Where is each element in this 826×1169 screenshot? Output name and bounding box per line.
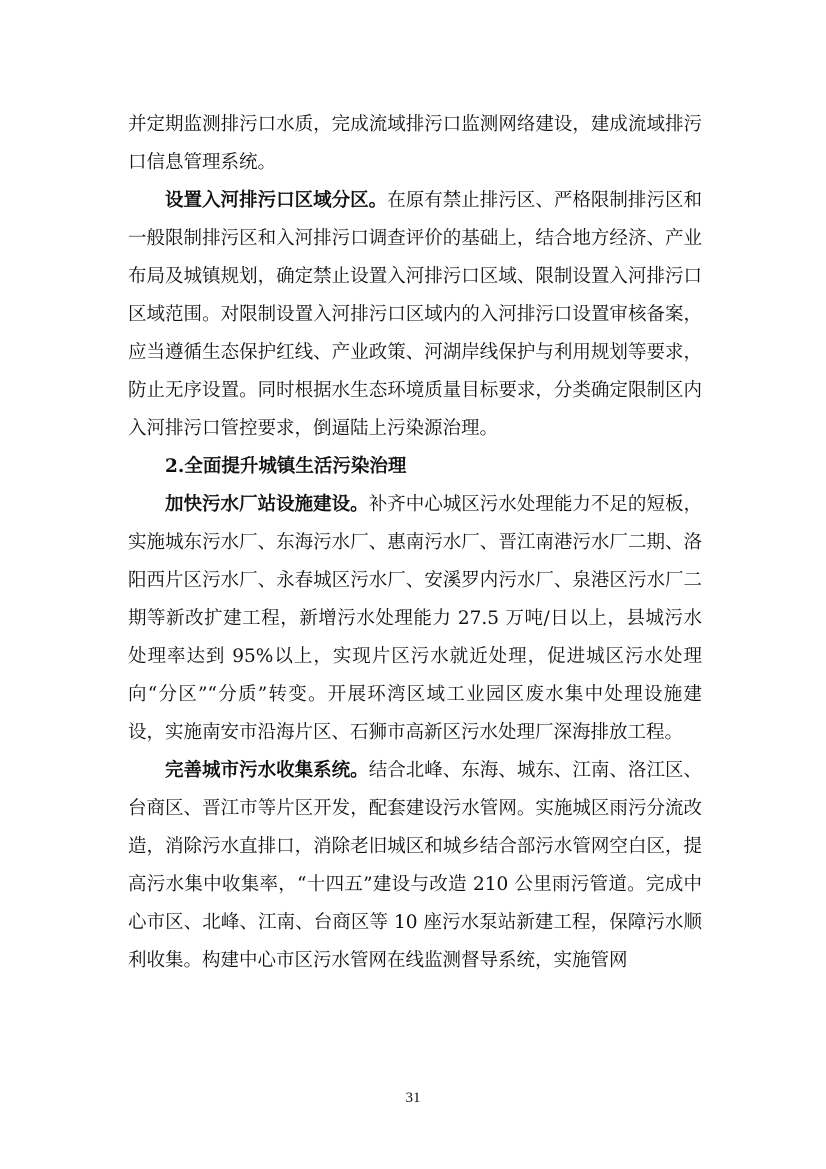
paragraph-sewage-plants (128, 486, 702, 752)
paragraph-continuation (128, 106, 702, 182)
paragraph-text: 并定期监测排污口水质，完成流域排污口监测网络建设，建成流域排污口信息管理系统。 (128, 114, 702, 173)
paragraph-text: 补齐中心城区污水处理能力不足的短板，实施城东污水厂、东海污水厂、惠南污水厂、晋江南港污水厂二期、洛阳西片区污水厂、永春城区污水厂、安溪罗内污水厂、泉港区污水厂二期等新改扩建工程，新增污水处理能力 27.5 万吨/日以上，县城污水处理率达到 95%以上，实现片区污水就近处理，促进城区污水处理向“分区”“分质”转变。开展环湾区域工业园区废水集中处理设施建设，实施南安市沿海片区、石狮市高新区污水处理厂深海排放工程。 (128, 494, 702, 743)
paragraph-lead: 完善城市污水收集系统。 (165, 760, 369, 781)
paragraph-lead: 加快污水厂站设施建设。 (165, 494, 369, 515)
paragraph-sewage-collection (128, 752, 702, 980)
page-number: 31 (405, 1090, 421, 1106)
document-body (128, 106, 702, 980)
paragraph-outfall-zoning (128, 182, 702, 448)
paragraph-text: 结合北峰、东海、城东、江南、洛江区、台商区、晋江市等片区开发，配套建设污水管网。实施城区雨污分流改造，消除污水直排口，消除老旧城区和城乡结合部污水管网空白区，提高污水集中收集率，“十四五”建设与改造 210 公里雨污管道。完成中心市区、北峰、江南、台商区等 10 座污水泵站新建工程，保障污水顺利收集。构建中心市区污水管网在线监测督导系统，实施管网 (128, 760, 702, 971)
paragraph-lead: 设置入河排污口区域分区。 (165, 190, 388, 211)
paragraph-text: 在原有禁止排污区、严格限制排污区和一般限制排污区和入河排污口调查评价的基础上，结合地方经济、产业布局及城镇规划，确定禁止设置入河排污口区域、限制设置入河排污口区域范围。对限制设置入河排污口区域内的入河排污口设置审核备案，应当遵循生态保护红线、产业政策、河湖岸线保护与利用规划等要求，防止无序设置。同时根据水生态环境质量目标要求，分类确定限制区内入河排污口管控要求，倒逼陆上污染源治理。 (128, 190, 702, 439)
section-heading: 2.全面提升城镇生活污染治理 (165, 456, 407, 477)
